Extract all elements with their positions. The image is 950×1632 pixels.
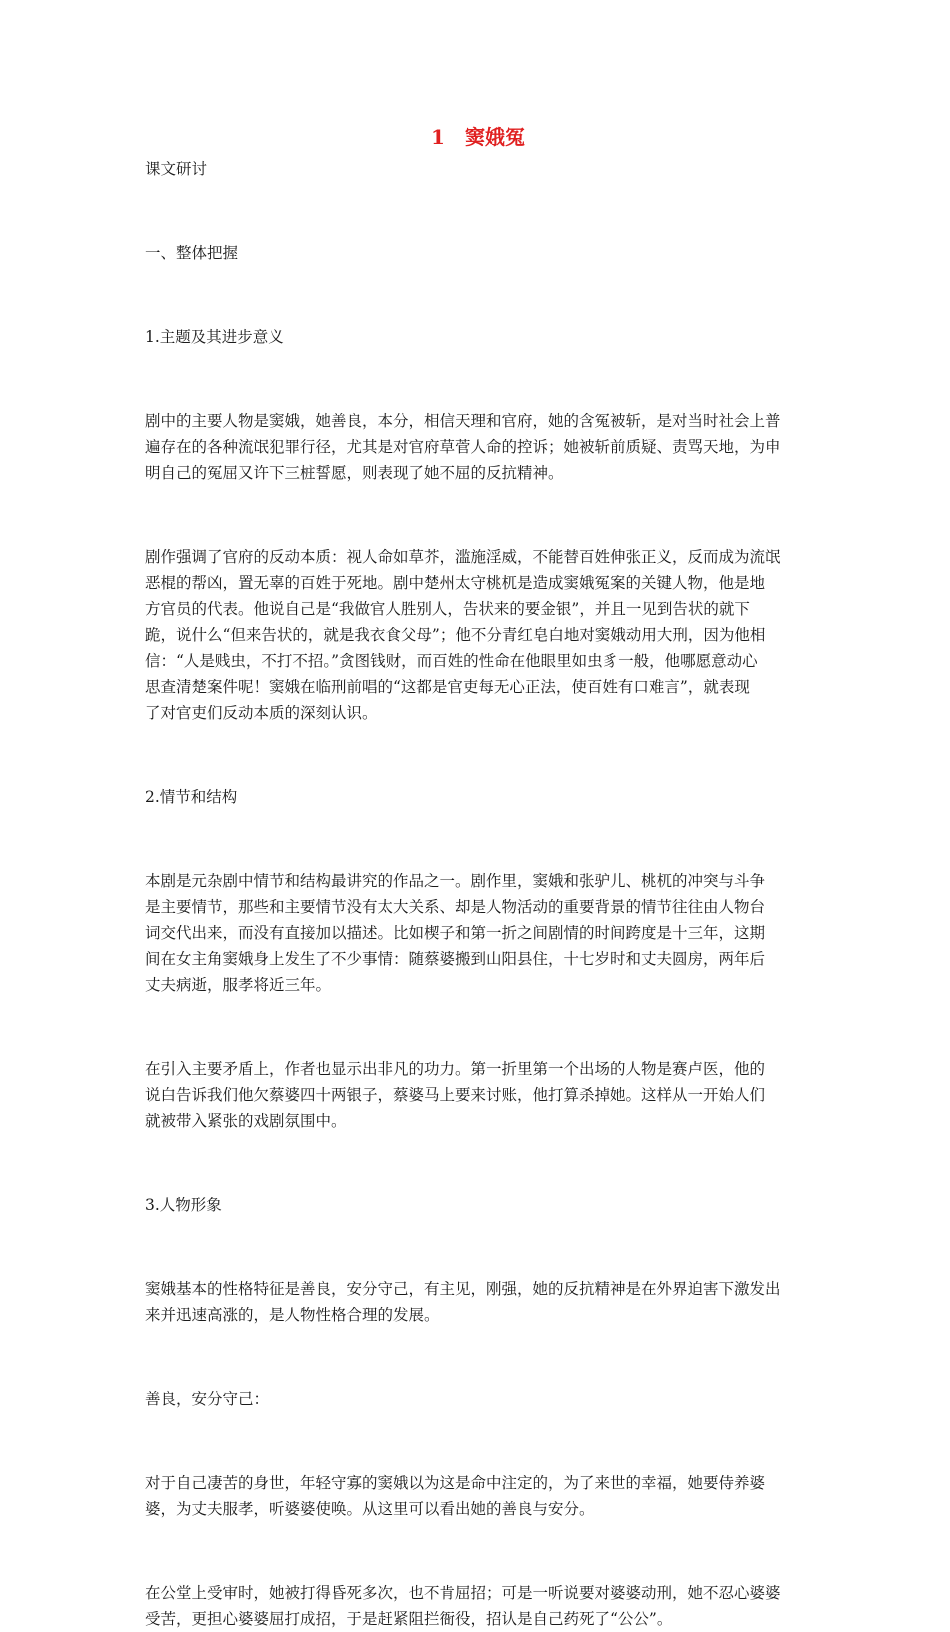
text-line: 在公堂上受审时，她被打得昏死多次，也不肯屈招；可是一听说要对婆婆动刑，她不忍心婆婆 bbox=[145, 1584, 781, 1602]
paragraph-gap bbox=[145, 742, 811, 768]
text-line: 剧作强调了官府的反动本质：视人命如草芥，滥施淫威，不能替百姓伸张正义，反而成为流氓 bbox=[145, 548, 781, 566]
paragraph-gap bbox=[145, 282, 811, 308]
text-line: 婆，为丈夫服孝，听婆婆使唤。从这里可以看出她的善良与安分。 bbox=[145, 1500, 595, 1518]
text-line: 一、整体把握 bbox=[145, 244, 239, 262]
text-line: 说白告诉我们他欠蔡婆四十两银子，蔡婆马上要来讨账，他打算杀掉她。这样从一开始人们 bbox=[145, 1086, 766, 1104]
paragraph-gap bbox=[145, 1234, 811, 1260]
text-line: 本剧是元杂剧中情节和结构最讲究的作品之一。剧作里，窦娥和张驴儿、桃杌的冲突与斗争 bbox=[145, 872, 766, 890]
paragraph-gap bbox=[145, 502, 811, 528]
text-line: 思查清楚案件呢！窦娥在临刑前唱的“这都是官吏每无心正法，使百姓有口难言”，就表现 bbox=[145, 678, 750, 696]
paragraph-gap bbox=[145, 366, 811, 392]
text-line: 受苦，更担心婆婆屈打成招，于是赶紧阻拦衙役，招认是自己药死了“公公”。 bbox=[145, 1610, 673, 1628]
paragraph-gap bbox=[145, 1344, 811, 1370]
paragraph-gap bbox=[145, 826, 811, 852]
paragraph-gap bbox=[145, 198, 811, 224]
text-line: 跪，说什么“但来告状的，就是我衣食父母”；他不分青红皂白地对窦娥动用大刑，因为他相 bbox=[145, 626, 766, 644]
text-line: 了对官吏们反动本质的深刻认识。 bbox=[145, 704, 378, 722]
text-line: 剧中的主要人物是窦娥，她善良，本分，相信天理和官府，她的含冤被斩，是对当时社会上普 bbox=[145, 412, 781, 430]
text-line: 1.主题及其进步意义 bbox=[145, 328, 284, 346]
text-line: 遍存在的各种流氓犯罪行径，尤其是对官府草菅人命的控诉；她被斩前质疑、责骂天地，为申 bbox=[145, 438, 781, 456]
paragraph-gap bbox=[145, 1150, 811, 1176]
text-line: 窦娥基本的性格特征是善良，安分守己，有主见，刚强，她的反抗精神是在外界迫害下激发出 bbox=[145, 1280, 781, 1298]
text-line: 对于自己凄苦的身世，年轻守寡的窦娥以为这是命中注定的，为了来世的幸福，她要侍养婆 bbox=[145, 1474, 766, 1492]
text-line: 恶棍的帮凶，置无辜的百姓于死地。剧中楚州太守桃杌是造成窦娥冤案的关键人物，他是地 bbox=[145, 574, 766, 592]
text-line: 在引入主要矛盾上，作者也显示出非凡的功力。第一折里第一个出场的人物是赛卢医，他的 bbox=[145, 1060, 766, 1078]
text-line: 善良，安分守己： bbox=[145, 1390, 270, 1408]
document-body bbox=[145, 156, 811, 1632]
text-line: 3.人物形象 bbox=[145, 1196, 222, 1214]
document-title: 1 窦娥冤 bbox=[431, 125, 525, 149]
text-line: 信：“人是贱虫，不打不招。”贪图钱财，而百姓的性命在他眼里如虫豸一般，他哪愿意动心 bbox=[145, 652, 758, 670]
text-line: 2.情节和结构 bbox=[145, 788, 238, 806]
text-line: 间在女主角窦娥身上发生了不少事情：随蔡婆搬到山阳县住，十七岁时和丈夫圆房，两年后 bbox=[145, 950, 766, 968]
text-line: 方官员的代表。他说自己是“我做官人胜别人，告状来的要金银”，并且一见到告状的就下 bbox=[145, 600, 750, 618]
text-line: 明自己的冤屈又许下三桩誓愿，则表现了她不屈的反抗精神。 bbox=[145, 464, 564, 482]
paragraph-gap bbox=[145, 1014, 811, 1040]
text-line: 就被带入紧张的戏剧氛围中。 bbox=[145, 1112, 347, 1130]
text-line: 丈夫病逝，服孝将近三年。 bbox=[145, 976, 332, 994]
paragraph-gap bbox=[145, 1538, 811, 1564]
text-line: 来并迅速高涨的，是人物性格合理的发展。 bbox=[145, 1306, 440, 1324]
text-line: 课文研讨 bbox=[145, 160, 208, 178]
text-line: 词交代出来，而没有直接加以描述。比如楔子和第一折之间剧情的时间跨度是十三年，这期 bbox=[145, 924, 766, 942]
document-page bbox=[145, 118, 811, 1632]
paragraph-gap bbox=[145, 1428, 811, 1454]
text-line: 是主要情节，那些和主要情节没有太大关系、却是人物活动的重要背景的情节往往由人物台 bbox=[145, 898, 766, 916]
